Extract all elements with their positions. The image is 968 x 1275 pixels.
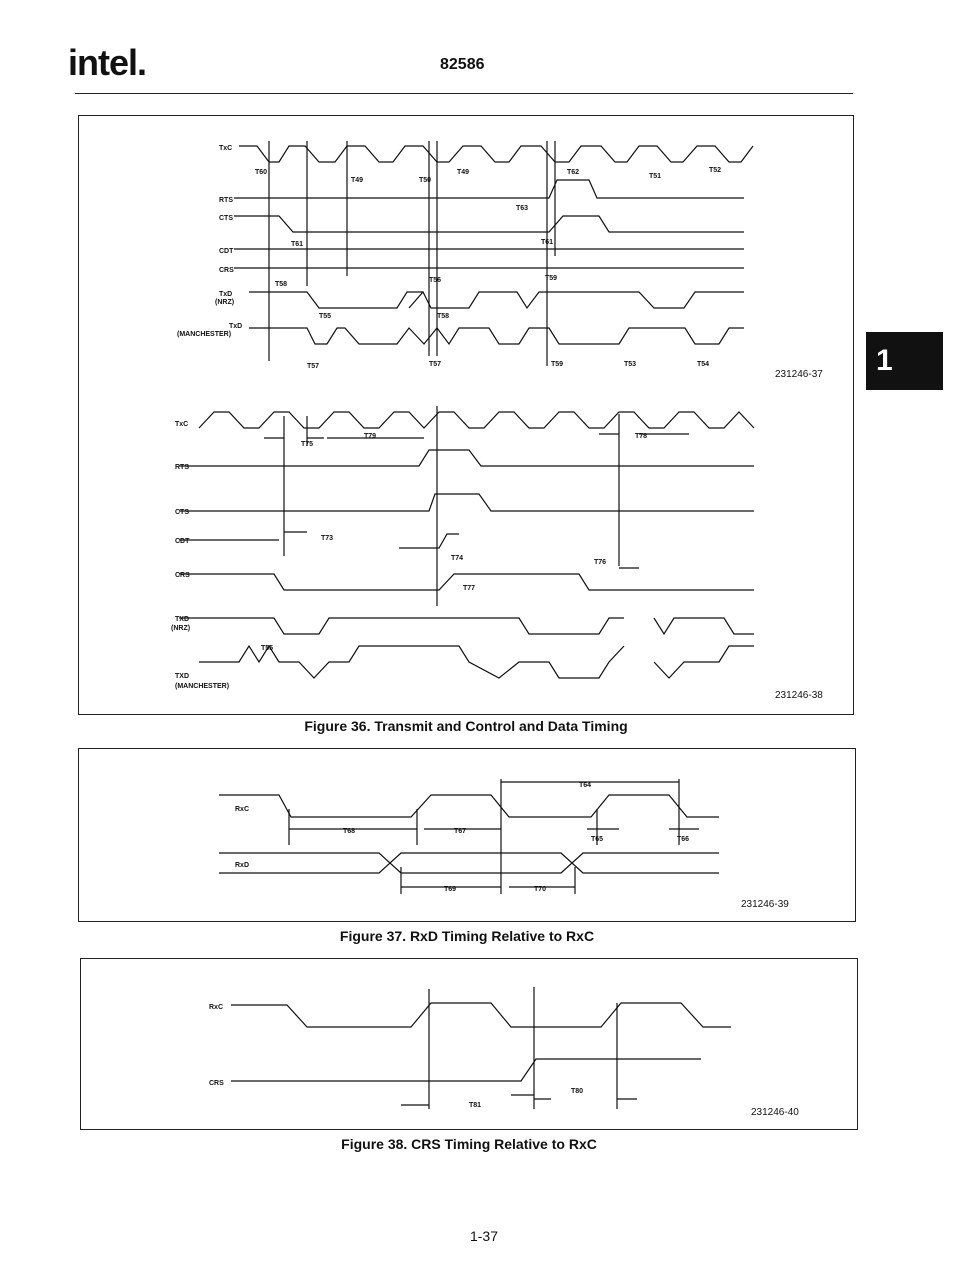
param-t69: T69 (444, 886, 457, 893)
param-t59a: T59 (545, 275, 558, 282)
txd-nrz-waveform-bottom (179, 618, 754, 634)
param-t59b: T59 (551, 361, 564, 368)
param-t60: T60 (255, 169, 268, 176)
param-t76: T76 (594, 559, 607, 566)
param-t67: T67 (454, 828, 467, 835)
label-rts-bottom: RTS (175, 464, 189, 471)
label-nrz-bottom: (NRZ) (171, 625, 191, 632)
param-t75: T75 (301, 441, 314, 448)
param-t54: T54 (697, 361, 710, 368)
param-t62: T62 (567, 169, 580, 176)
figure-38-caption: Figure 38. CRS Timing Relative to RxC (341, 1136, 597, 1152)
figure-38-diagram (81, 959, 859, 1131)
label-txc-top: TxC (219, 145, 233, 152)
rxc-waveform-fig38 (231, 1003, 731, 1027)
figure-37-diagram (79, 749, 857, 923)
label-txd-top: TxD (219, 291, 233, 298)
param-t66: T66 (677, 836, 690, 843)
cts-waveform-top (234, 216, 744, 232)
label-cdt-bottom: CDT (175, 538, 190, 545)
param-t68: T68 (343, 828, 356, 835)
txd-manchester-waveform-bottom (199, 646, 754, 678)
figure-37-frame (78, 748, 856, 922)
figure-36-diagram (79, 116, 855, 716)
txd-nrz-waveform-top (249, 292, 744, 308)
label-crs-fig38: CRS (209, 1080, 224, 1087)
label-nrz-top: (NRZ) (215, 299, 235, 306)
param-t77: T77 (463, 585, 476, 592)
param-t58b: T58 (437, 313, 450, 320)
param-t57a: T57 (307, 363, 320, 370)
txc-waveform-top (239, 146, 753, 162)
param-t73: T73 (321, 535, 334, 542)
label-manchester-top: (MANCHESTER) (177, 331, 232, 338)
param-t65: T65 (591, 836, 604, 843)
label-crs-top: CRS (219, 267, 234, 274)
crs-waveform-fig38 (231, 1059, 701, 1081)
figure-36-caption: Figure 36. Transmit and Control and Data Timing (304, 718, 628, 734)
label-txd2-bottom: TXD (175, 673, 189, 680)
label-rts-top: RTS (219, 197, 233, 204)
fig37-id: 231246-39 (741, 899, 789, 910)
param-t63: T63 (516, 205, 529, 212)
ref-lines-fig37 (289, 779, 679, 894)
param-t57b: T57 (429, 361, 442, 368)
label-cdt-top: CDT (219, 248, 234, 255)
param-t61a: T61 (291, 241, 304, 248)
param-t61b: T61 (541, 239, 554, 246)
header-rule (75, 93, 853, 94)
param-t56: T56 (429, 277, 442, 284)
param-t50: T50 (419, 177, 432, 184)
label-txd2-top: TxD (229, 323, 243, 330)
section-tab: 1 (866, 332, 943, 390)
param-t74: T74 (451, 555, 464, 562)
rxc-waveform (219, 795, 719, 817)
figure-37-caption: Figure 37. RxD Timing Relative to RxC (339, 928, 595, 944)
txd-manchester-waveform-top (249, 328, 744, 344)
ref-lines-fig38 (429, 987, 617, 1109)
timing-arrows-fig38 (401, 1095, 637, 1105)
param-t53: T53 (624, 361, 637, 368)
fig38-id: 231246-40 (751, 1107, 799, 1118)
rts-waveform-top (234, 180, 744, 198)
label-rxd: RxD (235, 862, 250, 869)
label-crs-bottom: CRS (175, 572, 190, 579)
figure-38-frame (80, 958, 858, 1130)
rxd-waveform (219, 853, 719, 873)
figure-36-frame (78, 115, 854, 715)
param-t52: T52 (709, 167, 722, 174)
fig36-id-bottom: 231246-38 (775, 690, 823, 701)
txc-waveform-bottom (199, 412, 754, 428)
label-cts-bottom: CTS (175, 509, 189, 516)
rts-waveform-bottom (179, 450, 754, 466)
param-t64: T64 (579, 782, 592, 789)
param-t70: T70 (534, 886, 547, 893)
fig36-id-top: 231246-37 (775, 369, 823, 380)
part-number: 82586 (440, 56, 485, 73)
cts-waveform-bottom (179, 494, 754, 511)
cdt-waveform-bottom (179, 534, 459, 548)
param-t58a: T58 (275, 281, 288, 288)
intel-logo: intel. (68, 42, 147, 83)
param-t55: T55 (319, 313, 332, 320)
param-t49a: T49 (351, 177, 364, 184)
label-txd-bottom: TXD (175, 616, 189, 623)
page-number: 1-37 (469, 1228, 499, 1244)
param-t51: T51 (649, 173, 662, 180)
label-cts-top: CTS (219, 215, 233, 222)
label-manchester-bottom: (MANCHESTER) (175, 683, 230, 690)
param-t78: T78 (635, 433, 648, 440)
param-t49b: T49 (457, 169, 470, 176)
label-rxc: RxC (235, 806, 250, 813)
ref-lines-top (269, 141, 558, 366)
param-t55b: T55 (261, 645, 274, 652)
param-t80: T80 (571, 1088, 584, 1095)
param-t81: T81 (469, 1102, 482, 1109)
param-t79: T79 (364, 433, 377, 440)
timing-arrows (264, 434, 689, 568)
label-txc-bottom: TxC (175, 421, 189, 428)
label-rxc-fig38: RxC (209, 1004, 224, 1011)
